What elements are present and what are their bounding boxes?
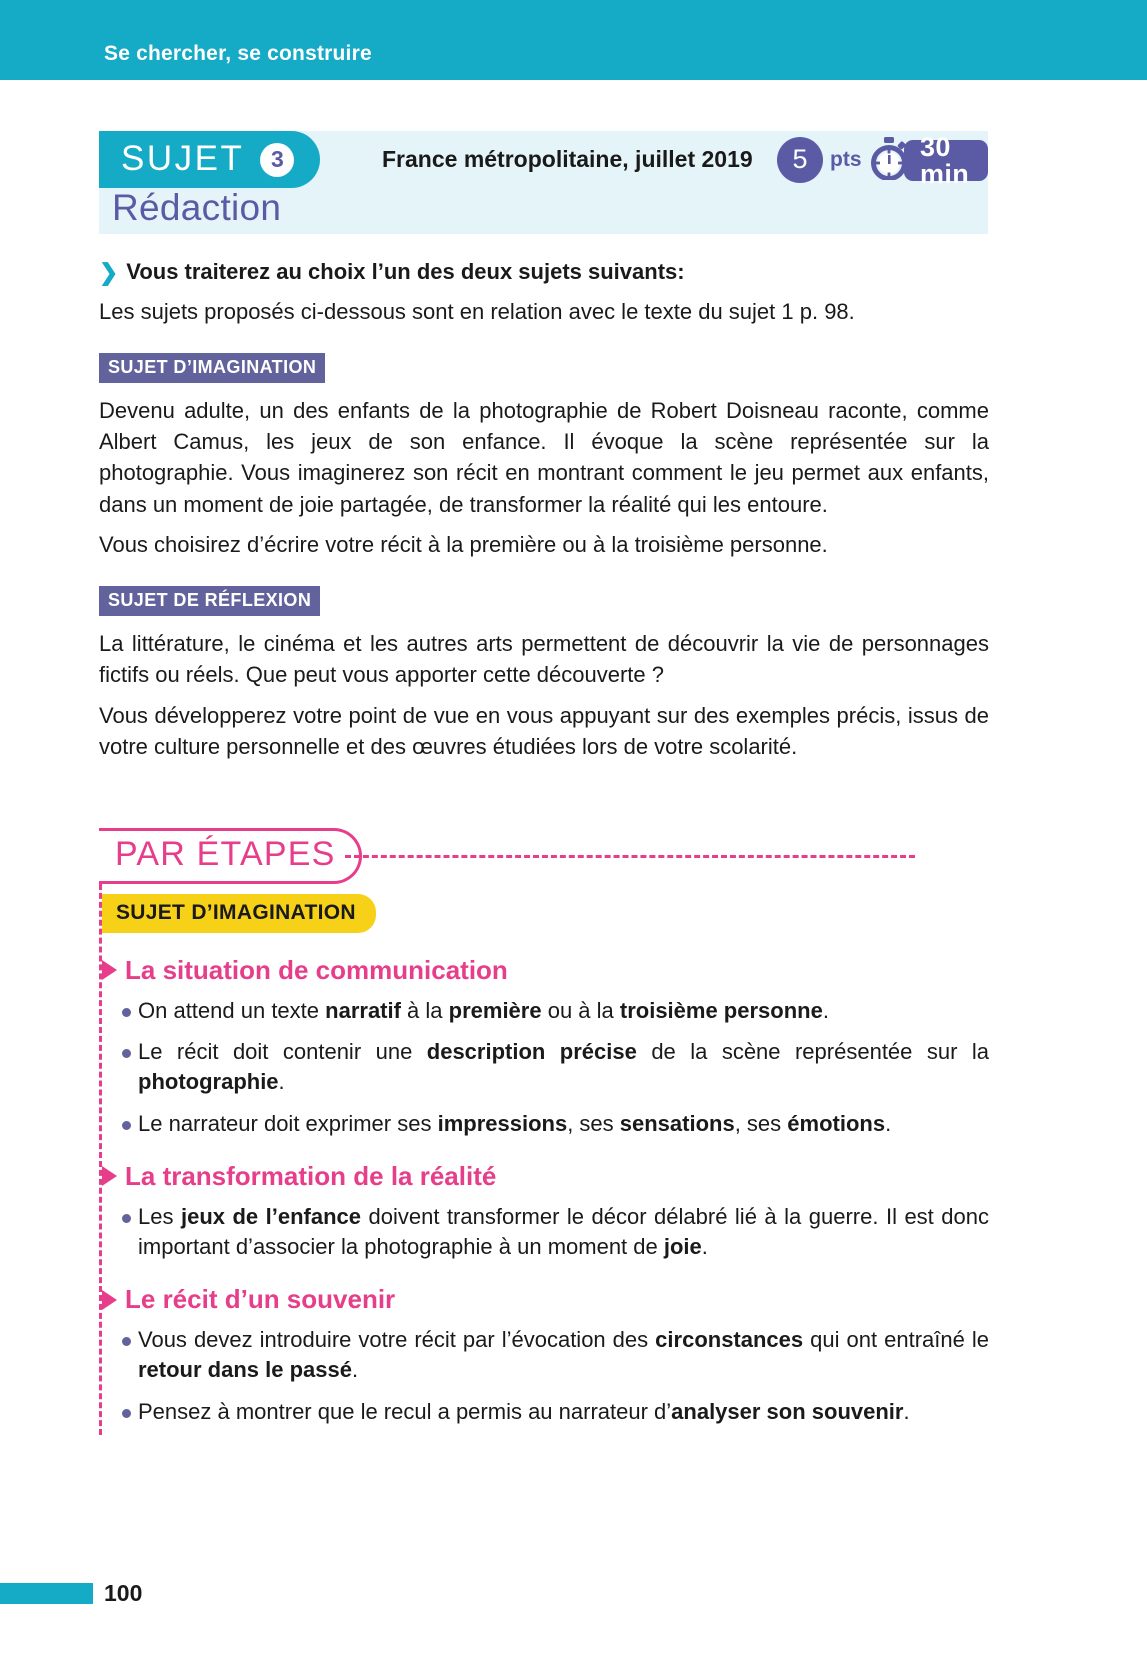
step-bullet-text: Le récit doit contenir une description précise de la scène représentée sur la photographie. xyxy=(138,1038,989,1095)
points-badge xyxy=(777,137,862,183)
par-etapes-dashed-rule xyxy=(345,855,915,858)
footer-accent-bar xyxy=(0,1583,93,1604)
step-bullet xyxy=(122,996,989,1026)
bullet-dot-icon xyxy=(122,1409,131,1418)
stopwatch-icon xyxy=(868,136,910,185)
step-bullet xyxy=(122,1109,989,1139)
bullet-dot-icon xyxy=(122,1121,131,1130)
step-heading xyxy=(102,1285,989,1314)
points-value: 5 xyxy=(777,137,823,183)
lead-instruction-row xyxy=(99,258,989,287)
page-number: 100 xyxy=(104,1580,143,1606)
exam-header-block xyxy=(99,131,988,234)
points-label: pts xyxy=(830,148,862,171)
page-title: Rédaction xyxy=(112,187,282,228)
subject-imagination-paragraph-1: Devenu adulte, un des enfants de la photographie de Robert Doisneau raconte, comme Albert Camus, les jeux de son enfance. Il évoque la scène représentée sur la photographie. Vous imaginerez son récit en montrant comment le jeu permet aux enfants, dans un moment de joie partagée, de transformer la réalité qui les entoure. xyxy=(99,397,989,517)
bullet-dot-icon xyxy=(122,1049,131,1058)
step-bullet-text: Les jeux de l’enfance doivent transformer le décor délabré lié à la guerre. Il est donc important d’associer la photographie à un moment de joie. xyxy=(138,1203,989,1259)
step-heading-label: Le récit d’un souvenir xyxy=(125,1284,396,1315)
duration-badge xyxy=(868,131,988,189)
step-bullet-text: Pensez à montrer que le recul a permis au narrateur d’analyser son souvenir. xyxy=(138,1398,910,1424)
chevron-right-icon: ❯ xyxy=(99,259,119,285)
par-etapes-body xyxy=(99,884,989,1435)
step-bullet-text: Le narrateur doit exprimer ses impressions, ses sensations, ses émotions. xyxy=(138,1110,892,1136)
bullet-dot-icon xyxy=(122,1008,131,1017)
exam-origin: France métropolitaine, juillet 2019 xyxy=(382,146,753,172)
sujet-number-badge: 3 xyxy=(260,143,294,177)
subject-tag-imagination: SUJET D’IMAGINATION xyxy=(99,353,325,383)
step-heading xyxy=(102,1162,989,1191)
bullet-dot-icon xyxy=(122,1337,131,1346)
lead-instruction: Vous traiterez au choix l’un des deux sujets suivants: xyxy=(126,259,685,284)
step-bullet xyxy=(122,1325,989,1386)
par-etapes-header xyxy=(99,828,989,884)
sujet-pill xyxy=(99,131,320,188)
step-bullet xyxy=(122,1037,989,1098)
par-etapes-subject-tag: SUJET D’IMAGINATION xyxy=(102,894,376,933)
intro-note: Les sujets proposés ci-dessous sont en relation avec le texte du sujet 1 p. 98. xyxy=(99,298,855,324)
subject-imagination-paragraph-2: Vous choisirez d’écrire votre récit à la première ou à la troisième personne. xyxy=(99,531,828,557)
par-etapes-box xyxy=(99,828,362,884)
triangle-right-icon xyxy=(102,1290,117,1310)
exam-instructions xyxy=(99,258,989,762)
subject-tag-reflexion: SUJET DE RÉFLEXION xyxy=(99,586,320,616)
steps-list xyxy=(122,956,989,1427)
subject-reflexion-paragraph-2: Vous développerez votre point de vue en vous appuyant sur des exemples précis, issus de votre culture personnelle et des œuvres étudiées lors de votre scolarité. xyxy=(99,702,989,759)
duration-value: 30 min xyxy=(904,140,988,181)
step-bullet-text: On attend un texte narratif à la première ou à la troisième personne. xyxy=(138,997,829,1023)
step-heading-label: La transformation de la réalité xyxy=(125,1161,497,1192)
step-heading-label: La situation de communication xyxy=(125,955,508,985)
subject-reflexion-paragraph-1: La littérature, le cinéma et les autres arts permettent de découvrir la vie de personnages fictifs ou réels. Que peut vous apporter cette découverte ? xyxy=(99,631,989,688)
par-etapes-label: PAR ÉTAPES xyxy=(115,835,336,873)
step-heading xyxy=(102,956,989,985)
step-bullet-text: Vous devez introduire votre récit par l’évocation des circonstances qui ont entraîné le retour dans le passé. xyxy=(138,1326,989,1383)
triangle-right-icon xyxy=(102,1166,117,1186)
bullet-dot-icon xyxy=(122,1214,131,1223)
sujet-label: SUJET xyxy=(121,138,245,178)
running-head-title: Se chercher, se construire xyxy=(104,42,372,65)
running-head-bar xyxy=(0,0,1147,80)
step-bullet xyxy=(122,1397,989,1427)
triangle-right-icon xyxy=(102,960,117,980)
par-etapes-section xyxy=(99,828,989,1435)
step-bullet xyxy=(122,1202,989,1263)
